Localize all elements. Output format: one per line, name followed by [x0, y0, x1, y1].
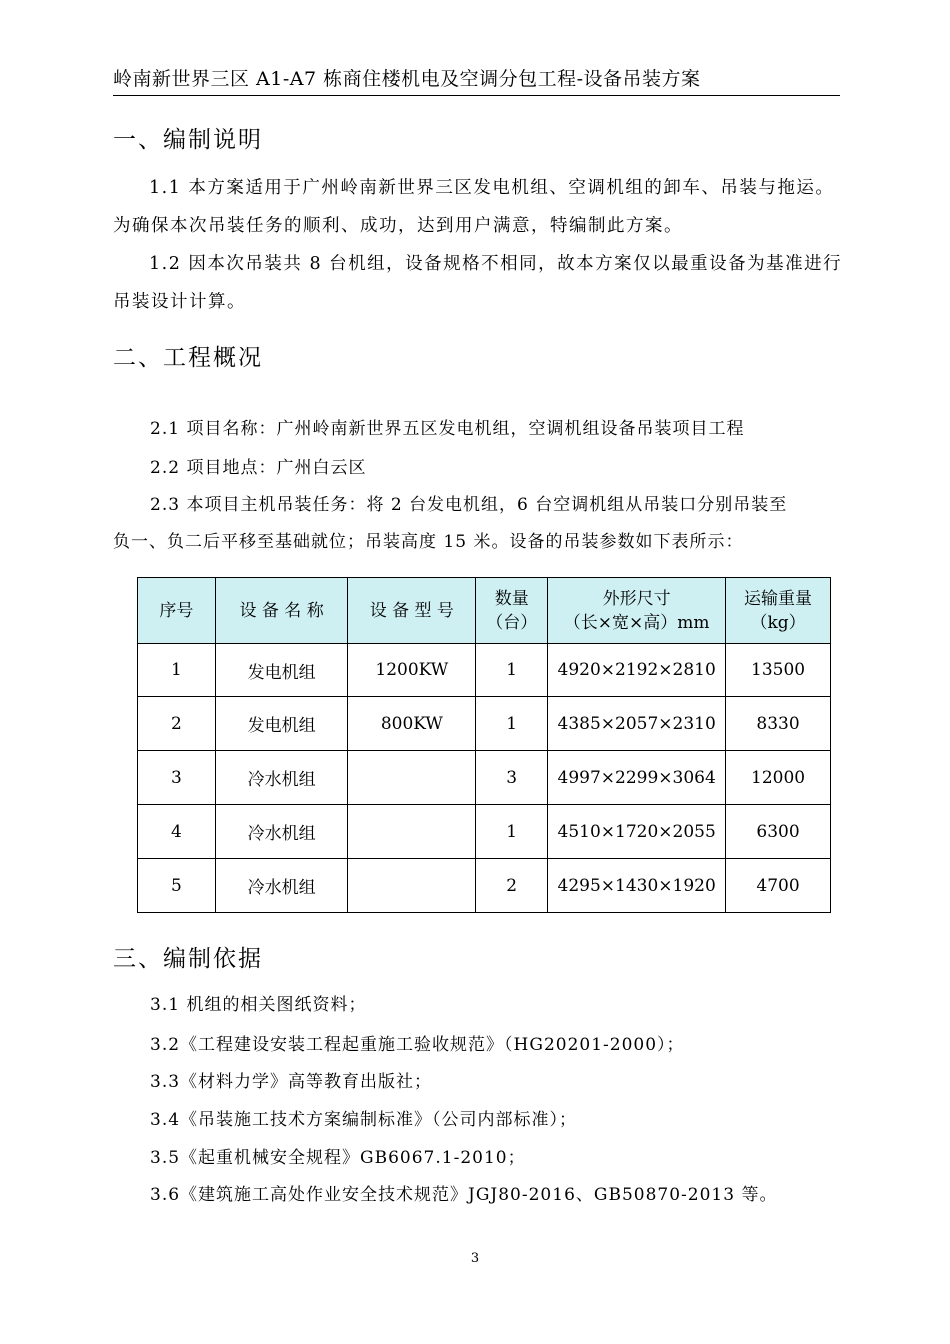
section3-item-2: 3.2《工程建设安装工程起重施工验收规范》（HG20201-2000）； — [150, 1035, 685, 1055]
cell-model: 800KW — [348, 697, 476, 751]
cell-qty: 1 — [476, 644, 548, 697]
section2-item-4: 负一、负二后平移至基础就位；吊装高度 15 米。设备的吊装参数如下表所示： — [113, 532, 744, 552]
section3-item-5: 3.5《起重机械安全规程》GB6067.1-2010； — [150, 1148, 526, 1168]
cell-model — [348, 805, 476, 859]
header-divider — [113, 95, 840, 96]
header-weight-line2: （kg） — [750, 612, 806, 633]
page-number: 3 — [470, 1251, 480, 1266]
cell-weight: 12000 — [726, 751, 831, 805]
cell-qty: 2 — [476, 859, 548, 913]
cell-size: 4997×2299×3064 — [548, 751, 726, 805]
cell-model — [348, 859, 476, 913]
header-no: 序号 — [138, 578, 216, 644]
cell-no: 1 — [138, 644, 216, 697]
equipment-table — [137, 577, 831, 913]
cell-name: 发电机组 — [215, 697, 348, 751]
cell-no: 5 — [138, 859, 216, 913]
page-header: 岭南新世界三区 A1-A7 栋商住楼机电及空调分包工程-设备吊装方案 — [113, 68, 701, 90]
cell-weight: 6300 — [726, 805, 831, 859]
table-row — [138, 805, 831, 859]
header-name: 设 备 名 称 — [215, 578, 348, 644]
paragraph-1-1 — [113, 170, 843, 245]
header-model: 设 备 型 号 — [348, 578, 476, 644]
header-size-line1: 外形尺寸 — [602, 588, 671, 609]
header-qty — [476, 578, 548, 644]
section-heading-1: 一、编制说明 — [113, 127, 263, 153]
paragraph-1-2-line2: 吊装设计计算。 — [113, 291, 246, 312]
cell-name: 冷水机组 — [215, 751, 348, 805]
paragraph-1-2 — [113, 246, 843, 321]
section3-item-3: 3.3《材料力学》高等教育出版社； — [150, 1072, 433, 1092]
cell-weight: 8330 — [726, 697, 831, 751]
table-row — [138, 751, 831, 805]
cell-weight: 13500 — [726, 644, 831, 697]
cell-size: 4510×1720×2055 — [548, 805, 726, 859]
header-weight — [726, 578, 831, 644]
cell-model — [348, 751, 476, 805]
cell-name: 发电机组 — [215, 644, 348, 697]
cell-size: 4295×1430×1920 — [548, 859, 726, 913]
section-heading-3: 三、编制依据 — [113, 946, 263, 972]
section-heading-2: 二、工程概况 — [113, 345, 263, 371]
header-size-line2: （长×宽×高）mm — [563, 612, 710, 633]
paragraph-1-1-line1: 1.1 本方案适用于广州岭南新世界三区发电机组、空调机组的卸车、吊装与拖运。 — [149, 178, 835, 198]
paragraph-1-1-line2: 为确保本次吊装任务的顺利、成功，达到用户满意，特编制此方案。 — [113, 215, 683, 236]
cell-size: 4920×2192×2810 — [548, 644, 726, 697]
cell-no: 3 — [138, 751, 216, 805]
cell-qty: 1 — [476, 697, 548, 751]
section2-item-3: 2.3 本项目主机吊装任务：将 2 台发电机组，6 台空调机组从吊装口分别吊装至 — [150, 495, 788, 515]
section3-item-6: 3.6《建筑施工高处作业安全技术规范》JGJ80-2016、GB50870-2013 等。 — [150, 1185, 778, 1205]
section2-item-2: 2.2 项目地点：广州白云区 — [150, 458, 367, 478]
cell-size: 4385×2057×2310 — [548, 697, 726, 751]
cell-name: 冷水机组 — [215, 859, 348, 913]
header-weight-line1: 运输重量 — [744, 588, 813, 609]
header-qty-line1: 数量 — [494, 588, 529, 609]
section3-item-4: 3.4《吊装施工技术方案编制标准》（公司内部标准）； — [150, 1110, 578, 1130]
section3-item-1: 3.1 机组的相关图纸资料； — [150, 995, 367, 1015]
cell-no: 4 — [138, 805, 216, 859]
paragraph-1-2-line1: 1.2 因本次吊装共 8 台机组，设备规格不相同，故本方案仅以最重设备为基准进行 — [149, 254, 843, 274]
cell-weight: 4700 — [726, 859, 831, 913]
header-qty-line2: （台） — [486, 612, 538, 633]
cell-qty: 3 — [476, 751, 548, 805]
header-size — [548, 578, 726, 644]
cell-qty: 1 — [476, 805, 548, 859]
table-row — [138, 697, 831, 751]
table-row — [138, 859, 831, 913]
section2-item-1: 2.1 项目名称：广州岭南新世界五区发电机组，空调机组设备吊装项目工程 — [150, 419, 745, 439]
cell-model: 1200KW — [348, 644, 476, 697]
cell-name: 冷水机组 — [215, 805, 348, 859]
cell-no: 2 — [138, 697, 216, 751]
table-header-row — [138, 578, 831, 644]
table-row — [138, 644, 831, 697]
